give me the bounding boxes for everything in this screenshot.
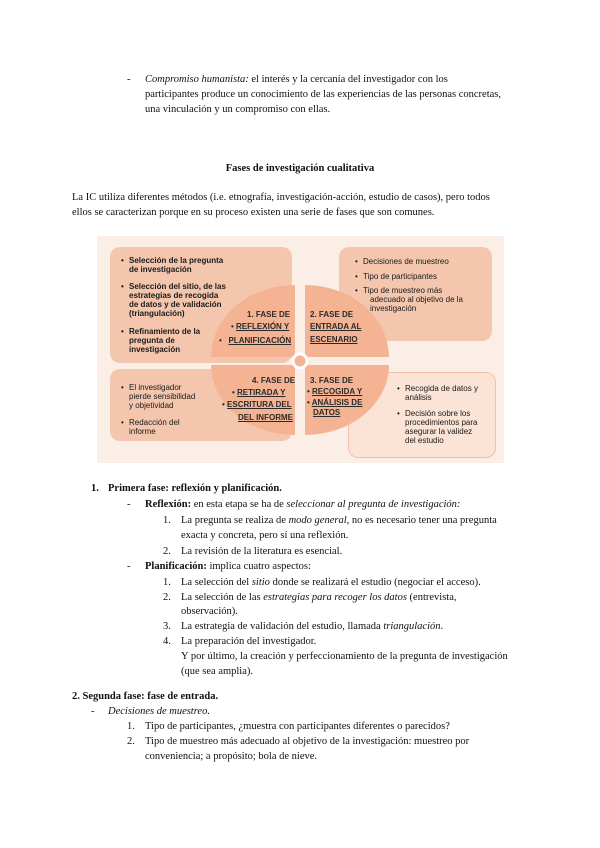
decisiones-item-1: Tipo de participantes, ¿muestra con participantes diferentes o parecidos? (145, 721, 450, 732)
plan-item-2-num: 2. (163, 592, 171, 603)
phase2-line-a: ENTRADA AL (310, 322, 362, 331)
phase3-line-a: • RECOGIDA Y (307, 387, 363, 396)
planificacion-line: Planificación: implica cuatro aspectos: (145, 561, 311, 572)
plan-item-4: La preparación del investigador. (181, 636, 317, 647)
phase3-title: 3. FASE DE (310, 376, 354, 385)
intro-bullet-line3: una vinculación y un compromiso con ellas. (145, 104, 331, 115)
section-title: Fases de investigación cualitativa (225, 163, 375, 174)
tl-item-1: • Selección de la pregunta de investigación (121, 256, 224, 274)
decisiones-item-2-line2: conveniencia; a propósito; bola de nieve. (145, 751, 318, 762)
br-item-2: • Decisión sobre los procedimientos para asegurar la validez del estudio (397, 409, 478, 445)
phase3-line-b: • ANÁLISIS DE (307, 398, 363, 407)
reflexion-item-2-num: 2. (163, 546, 171, 557)
planificacion-dash: - (127, 561, 131, 572)
first-phase-title: Primera fase: reflexión y planificación. (108, 483, 282, 494)
plan-item-3-num: 3. (163, 621, 171, 632)
br-item-1: • Recogida de datos y análisis (397, 384, 478, 402)
tl-item-3: • Refinamiento de la pregunta de investigación (121, 327, 201, 354)
bl-item-2: • Redacción del informe (121, 418, 180, 436)
plan-item-4-line3: (que sea amplia). (181, 666, 254, 677)
phase2-line-b: ESCENARIO (310, 335, 358, 344)
decisiones-item-1-num: 1. (127, 721, 135, 732)
plan-item-2-line2: observación). (181, 606, 238, 617)
plan-item-1: La selección del sitio donde se realizará el estudio (negociar el acceso). (181, 577, 481, 588)
decisiones-term: Decisiones de muestreo. (108, 706, 210, 717)
phase1-line-a: • REFLEXIÓN Y (231, 322, 290, 331)
plan-item-4-num: 4. (163, 636, 171, 647)
intro-bullet-text: el interés y la cercanía del investigador con los (248, 74, 448, 85)
phase1-line-b: • PLANIFICACIÓN (219, 336, 292, 345)
phase2-title: 2. FASE DE (310, 310, 354, 319)
phases-diagram (97, 236, 504, 463)
phase4-line-b: • ESCRITURA DEL (222, 400, 292, 409)
tr-item-1: • Decisiones de muestreo (355, 257, 449, 266)
phase3-line-c: DATOS (313, 408, 341, 417)
phase4-line-a: • RETIRADA Y (232, 388, 286, 397)
intro-bullet-line1 (145, 73, 448, 87)
plan-item-3: La estrategia de validación del estudio, llamada triangulación. (181, 621, 444, 632)
tr-item-2: • Tipo de participantes (355, 272, 437, 281)
phase1-title: 1. FASE DE (247, 310, 291, 319)
decisiones-item-2-num: 2. (127, 736, 135, 747)
intro-paragraph-line2: ellos se caracterizan porque en su proceso existen una serie de fases que son comunes. (72, 207, 435, 218)
first-phase-num: 1. (91, 483, 99, 494)
intro-bullet-dash: - (127, 74, 131, 85)
reflexion-item-1: La pregunta se realiza de modo general, no es necesario tener una pregunta (181, 515, 497, 526)
intro-paragraph-line1: La IC utiliza diferentes métodos (i.e. etnografía, investigación-acción, estudio de casos), pero todos (72, 192, 490, 203)
reflexion-item-1-line2: exacta y concreta, pero sí una reflexión. (181, 530, 349, 541)
reflexion-item-1-num: 1. (163, 515, 171, 526)
decisiones-item-2: Tipo de muestreo más adecuado al objetivo de la investigación: muestreo por (145, 736, 470, 747)
intro-bullet-line2: participantes produce un conocimiento de las experiencias de las personas concretas, (145, 89, 501, 100)
wheel-center (293, 354, 307, 368)
phase4-line-c: DEL INFORME (238, 413, 293, 422)
second-phase-title: 2. Segunda fase: fase de entrada. (72, 691, 219, 702)
reflexion-item-2: La revisión de la literatura es esencial. (181, 546, 343, 557)
tl-item-2: • Selección del sitio, de las estrategias de recogida de datos y de validación (triangulación) (121, 282, 226, 318)
decisiones-dash: - (91, 706, 95, 717)
plan-item-1-num: 1. (163, 577, 171, 588)
intro-bullet-term: Compromiso humanista: (145, 74, 249, 85)
phase4-title: 4. FASE DE (252, 376, 296, 385)
tr-item-3: • Tipo de muestreo más adecuado al objetivo de la investigación (355, 286, 463, 313)
bl-item-1: • El investigador pierde sensibilidad y objetividad (121, 383, 196, 410)
reflexion-dash: - (127, 499, 131, 510)
plan-item-2: La selección de las estrategias para recoger los datos (entrevista, (181, 592, 457, 603)
reflexion-line: Reflexión: en esta etapa se ha de seleccionar al pregunta de investigación: (145, 499, 461, 510)
plan-item-4-line2: Y por último, la creación y perfeccionamiento de la pregunta de investigación (181, 651, 508, 662)
